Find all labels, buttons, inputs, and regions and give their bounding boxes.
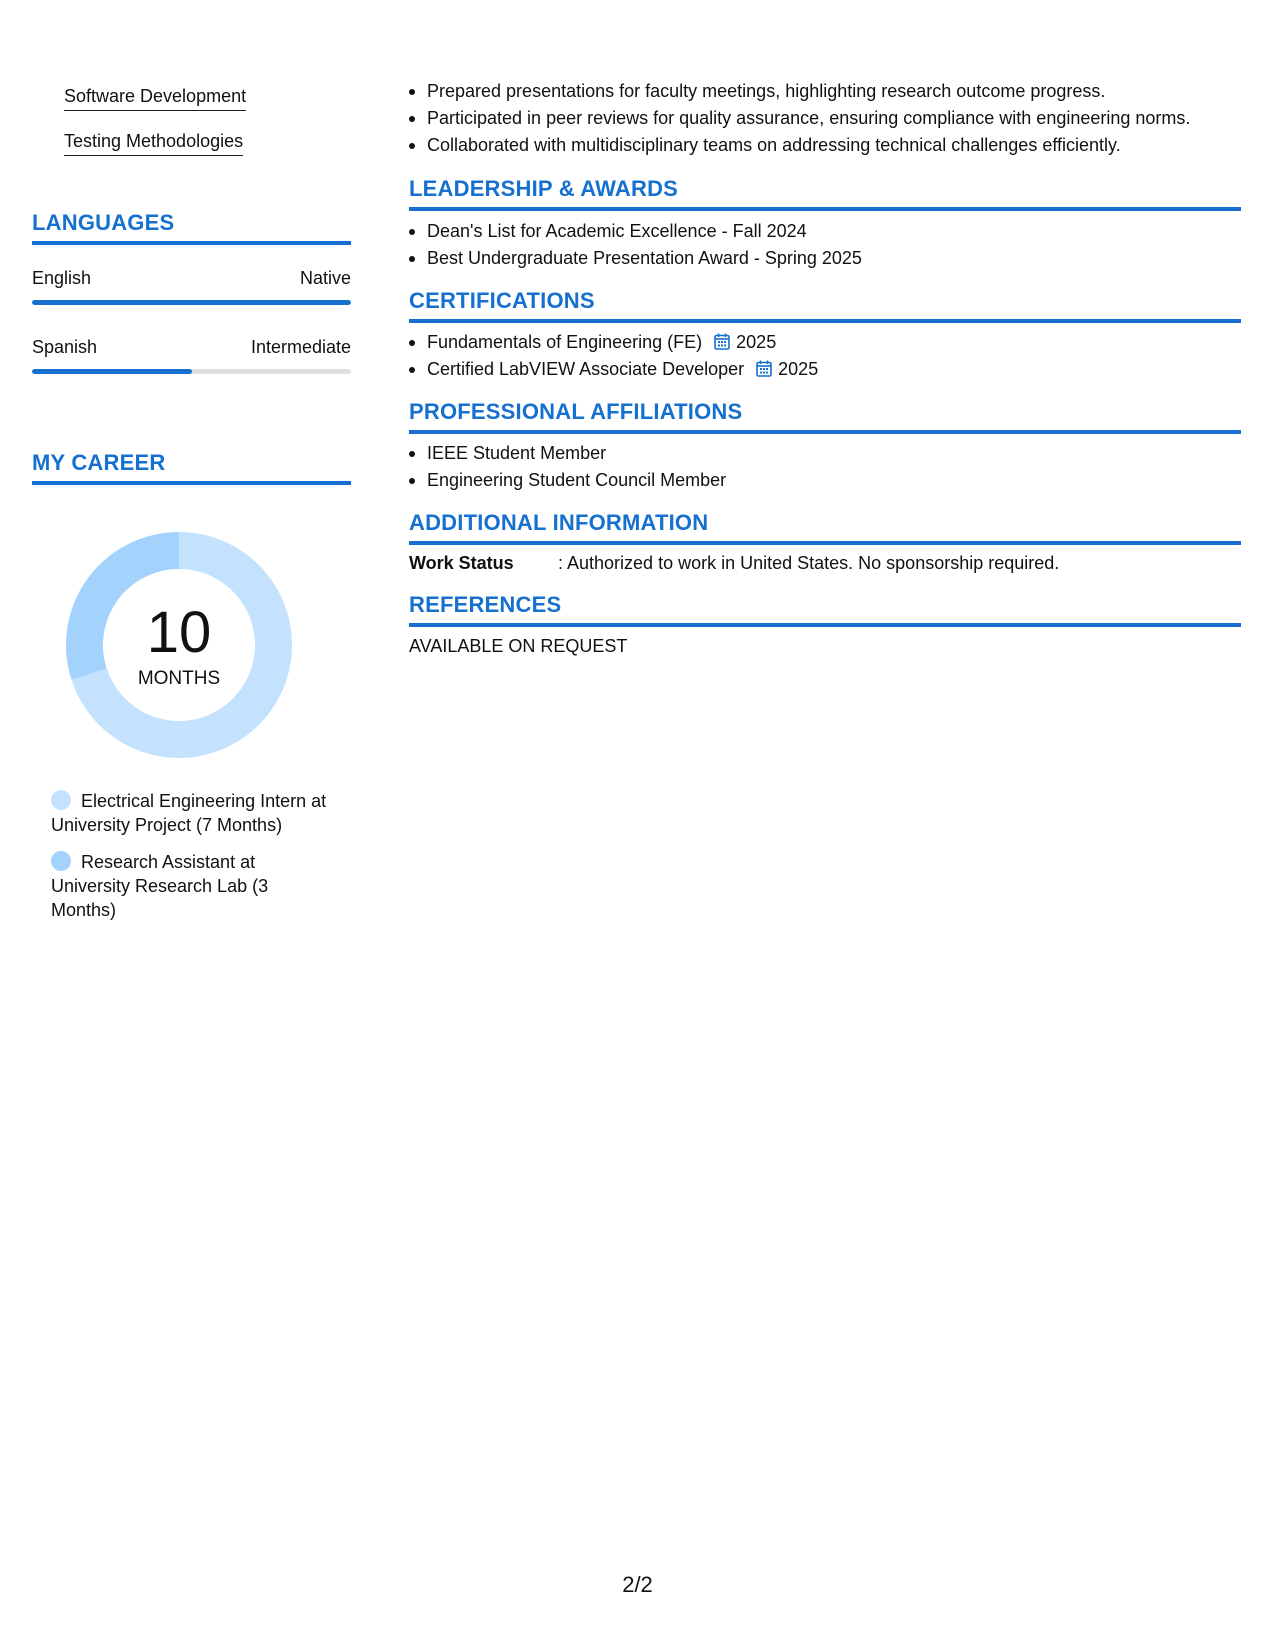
donut-center <box>66 532 292 758</box>
legend-text: Electrical Engineering Intern at University Project (7 Months) <box>51 791 327 835</box>
certifications-list <box>409 329 818 383</box>
affiliations-heading: PROFESSIONAL AFFILIATIONS <box>409 399 743 424</box>
career-legend-item <box>51 850 291 922</box>
certifications-heading: CERTIFICATIONS <box>409 288 595 313</box>
experience-bullet: Prepared presentations for faculty meetings, highlighting research outcome progress. <box>409 78 1190 105</box>
career-total-unit: MONTHS <box>137 668 221 689</box>
language-level: Native <box>299 268 351 288</box>
leadership-rule <box>409 207 1241 211</box>
language-name: English <box>32 268 92 288</box>
certification-name: Fundamentals of Engineering (FE) <box>427 332 703 352</box>
experience-bullet: Participated in peer reviews for quality assurance, ensuring compliance with engineering norms. <box>409 105 1190 132</box>
career-donut-chart <box>66 532 292 758</box>
career-legend-item <box>51 789 331 837</box>
affiliations-rule <box>409 430 1241 434</box>
legend-text: Research Assistant at University Research Lab (3 Months) <box>51 852 269 920</box>
legend-dot-icon <box>51 790 71 810</box>
language-proficiency-bar <box>32 300 351 305</box>
leadership-item: Best Undergraduate Presentation Award - Spring 2025 <box>409 245 862 272</box>
work-status-value: : Authorized to work in United States. No sponsorship required. <box>558 553 1060 573</box>
leadership-heading: LEADERSHIP & AWARDS <box>409 176 679 201</box>
career-rule <box>32 481 351 485</box>
calendar-icon <box>756 360 772 377</box>
skill-item: Software Development <box>64 86 246 111</box>
certification-year: 2025 <box>778 359 819 379</box>
languages-heading: LANGUAGES <box>32 210 175 235</box>
certification-item <box>409 356 818 383</box>
career-heading: MY CAREER <box>32 450 166 475</box>
work-status-label: Work Status <box>409 553 514 573</box>
certification-item <box>409 329 818 356</box>
language-proficiency-fill <box>32 300 351 305</box>
certification-name: Certified LabVIEW Associate Developer <box>427 359 745 379</box>
leadership-list <box>409 218 862 272</box>
affiliation-item: IEEE Student Member <box>409 440 726 467</box>
legend-dot-icon <box>51 851 71 871</box>
additional-info-heading: ADDITIONAL INFORMATION <box>409 510 709 535</box>
affiliations-list <box>409 440 726 494</box>
additional-info-rule <box>409 541 1241 545</box>
languages-rule <box>32 241 351 245</box>
language-proficiency-bar <box>32 369 351 374</box>
skill-item: Testing Methodologies <box>64 131 243 156</box>
experience-bullet: Collaborated with multidisciplinary teams on addressing technical challenges efficiently. <box>409 132 1190 159</box>
calendar-icon <box>714 333 730 350</box>
language-name: Spanish <box>32 337 98 357</box>
references-text: AVAILABLE ON REQUEST <box>409 636 628 656</box>
experience-bullets <box>409 78 1190 159</box>
language-proficiency-fill <box>32 369 192 374</box>
affiliation-item: Engineering Student Council Member <box>409 467 726 494</box>
leadership-item: Dean's List for Academic Excellence - Fall 2024 <box>409 218 862 245</box>
references-rule <box>409 623 1241 627</box>
career-total-value: 10 <box>146 600 212 665</box>
page-number: 2/2 <box>622 1572 653 1597</box>
language-level: Intermediate <box>250 337 351 357</box>
references-heading: REFERENCES <box>409 592 562 617</box>
certifications-rule <box>409 319 1241 323</box>
certification-year: 2025 <box>736 332 777 352</box>
